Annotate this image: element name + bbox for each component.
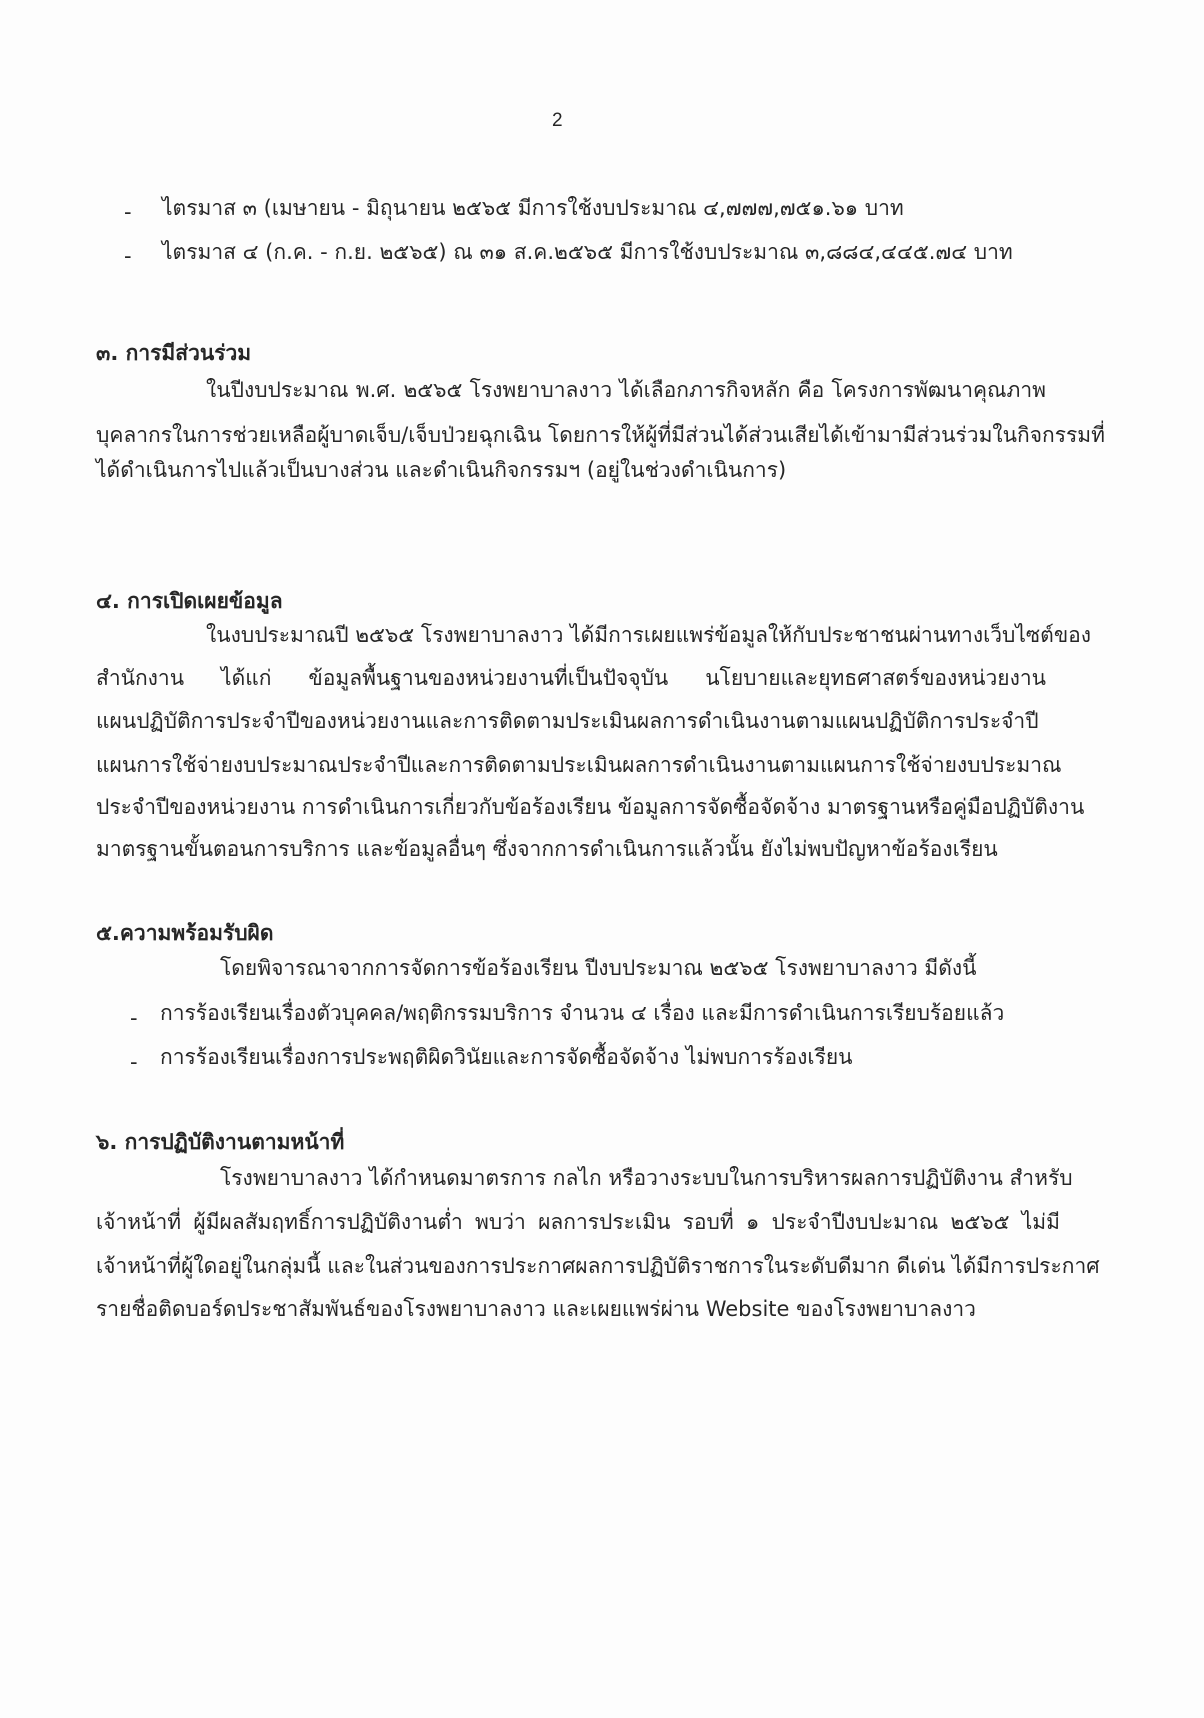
section-4-line: ประจำปีของหน่วยงาน การดำเนินการเกี่ยวกับข้อร้องเรียน ข้อมูลการจัดซื้อจัดจ้าง มาตรฐานหรือคู่มือปฏิบัติงาน: [96, 795, 1085, 819]
section-6-line: เจ้าหน้าที่ ผู้มีผลสัมฤทธิ์การปฏิบัติงานต่ำ พบว่า ผลการประเมิน รอบที่ ๑ ประจำปีงบปะมาณ ๒๕๖๕ ไม่มี: [96, 1210, 1060, 1234]
budget-item-q4: ไตรมาส ๔ (ก.ค. - ก.ย. ๒๕๖๕) ณ ๓๑ ส.ค.๒๕๖๕ มีการใช้งบประมาณ ๓,๘๘๔,๔๔๕.๗๔ บาท: [162, 240, 1013, 264]
section-6-heading: ๖. การปฏิบัติงานตามหน้าที่: [96, 1130, 345, 1154]
bullet-marker: -: [130, 1050, 138, 1074]
section-4-line: แผนการใช้จ่ายงบประมาณประจำปีและการติดตามประเมินผลการดำเนินงานตามแผนการใช้จ่ายงบประมาณ: [96, 753, 1062, 777]
page-number: 2: [552, 110, 563, 131]
section-3-line: ได้ดำเนินการไปแล้วเป็นบางส่วน และดำเนินกิจกรรมฯ (อยู่ในช่วงดำเนินการ): [96, 458, 787, 482]
budget-item-q3: ไตรมาส ๓ (เมษายน - มิถุนายน ๒๕๖๕ มีการใช้งบประมาณ ๔,๗๗๗,๗๕๑.๖๑ บาท: [162, 196, 904, 220]
section-4-line: แผนปฏิบัติการประจำปีของหน่วยงานและการติดตามประเมินผลการดำเนินงานตามแผนปฏิบัติการประจำปี: [96, 709, 1039, 733]
section-4-line: สำนักงาน ได้แก่ ข้อมูลพื้นฐานของหน่วยงานที่เป็นปัจจุบัน นโยบายและยุทธศาสตร์ของหน่วยงาน: [96, 666, 1046, 690]
section-6-line: รายชื่อติดบอร์ดประชาสัมพันธ์ของโรงพยาบาลงาว และเผยแพร่ผ่าน Website ของโรงพยาบาลงาว: [96, 1297, 976, 1321]
section-5-item: การร้องเรียนเรื่องตัวบุคคล/พฤติกรรมบริการ จำนวน ๔ เรื่อง และมีการดำเนินการเรียบร้อยแล้ว: [160, 1001, 1005, 1025]
bullet-marker: -: [130, 1006, 138, 1030]
section-4-line: ในงบประมาณปี ๒๕๖๕ โรงพยาบาลงาว ได้มีการเผยแพร่ข้อมูลให้กับประชาชนผ่านทางเว็บไซต์ของ: [206, 623, 1092, 647]
section-3-line: บุคลากรในการช่วยเหลือผู้บาดเจ็บ/เจ็บป่วยฉุกเฉิน โดยการให้ผู้ที่มีส่วนได้ส่วนเสียได้เข้ามามีส่วนร่วมในกิจกรรมที่: [96, 423, 1105, 447]
section-4-line: มาตรฐานขั้นตอนการบริการ และข้อมูลอื่นๆ ซึ่งจากการดำเนินการแล้วนั้น ยังไม่พบปัญหาข้อร้องเรียน: [96, 837, 998, 861]
section-4-heading: ๔. การเปิดเผยข้อมูล: [96, 589, 283, 613]
section-6-line: เจ้าหน้าที่ผู้ใดอยู่ในกลุ่มนี้ และในส่วนของการประกาศผลการปฏิบัติราชการในระดับดีมาก ดีเด่น ได้มีการประกาศ: [96, 1254, 1100, 1278]
section-5-heading: ๕.ความพร้อมรับผิด: [96, 921, 274, 945]
section-5-intro: โดยพิจารณาจากการจัดการข้อร้องเรียน ปีงบประมาณ ๒๕๖๕ โรงพยาบาลงาว มีดังนี้: [220, 956, 977, 980]
bullet-marker: -: [124, 200, 132, 224]
bullet-marker: -: [124, 244, 132, 268]
section-6-line: โรงพยาบาลงาว ได้กำหนดมาตรการ กลไก หรือวางระบบในการบริหารผลการปฏิบัติงาน สำหรับ: [220, 1166, 1073, 1190]
section-3-heading: ๓. การมีส่วนร่วม: [96, 341, 252, 365]
section-3-line: ในปีงบประมาณ พ.ศ. ๒๕๖๕ โรงพยาบาลงาว ได้เลือกภารกิจหลัก คือ โครงการพัฒนาคุณภาพ: [206, 378, 1046, 402]
section-5-item: การร้องเรียนเรื่องการประพฤติผิดวินัยและการจัดซื้อจัดจ้าง ไม่พบการร้องเรียน: [160, 1045, 853, 1069]
